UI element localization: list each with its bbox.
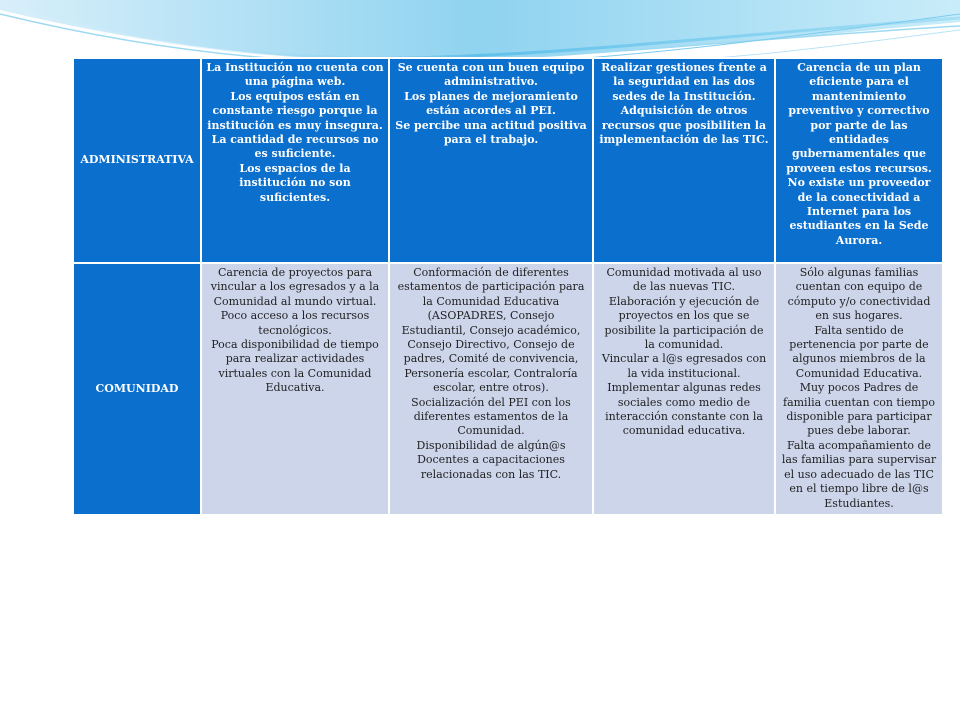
cell-text-line: Se percibe una actitud positiva para el trabajo.	[395, 118, 587, 147]
cell-text-line: Falta acompañamiento de las familias para supervisar el uso adecuado de las TIC en el tiempo libre de l@s Estudiantes.	[781, 438, 937, 510]
table-cell	[202, 264, 388, 514]
cell-text-line: Poca disponibilidad de tiempo para realizar actividades virtuales con la Comunidad Educativa.	[211, 338, 379, 395]
swot-table-body	[74, 59, 942, 514]
table-cell	[390, 59, 592, 262]
cell-text-line: Comunidad motivada al uso de las nuevas TIC.	[606, 266, 762, 294]
cell-text-line: No existe un proveedor de la conectividad a Internet para los estudiantes en la Sede Aurora.	[787, 176, 931, 247]
cell-text-line: Socialización del PEI con los diferentes estamentos de la Comunidad.	[411, 395, 571, 438]
cell-text-line: Sólo algunas familias cuentan con equipo de cómputo y/o conectividad en sus hogares.	[787, 266, 931, 323]
cell-text-line: Disponibilidad de algún@s Docentes a capacitaciones relacionadas con las TIC.	[416, 438, 566, 481]
cell-text-line: Carencia de un plan eficiente para el mantenimiento preventivo y correctivo por parte de las entidades gubernamentales que proveen estos recursos.	[786, 61, 932, 175]
table-cell	[776, 59, 942, 262]
cell-text-line: Muy pocos Padres de familia cuentan con tiempo disponible para participar pues debe laborar.	[783, 381, 935, 438]
cell-text-line: Carencia de proyectos para vincular a los egresados y a la Comunidad al mundo virtual.	[210, 266, 380, 308]
cell-text-line: Elaboración y ejecución de proyectos en los que se posibilite la participación de la comunidad.	[604, 294, 764, 352]
cell-text-line: Vincular a l@s egresados con la vida institucional.	[601, 352, 767, 380]
table-cell	[390, 264, 592, 514]
table-row	[74, 264, 942, 514]
cell-text-line: Los equipos están en constante riesgo porque la institución es muy insegura.	[207, 89, 383, 132]
category-cell: ADMINISTRATIVA	[74, 59, 200, 262]
cell-text-line: Implementar algunas redes sociales como medio de interacción constante con la comunidad educativa.	[605, 381, 763, 438]
category-cell: COMUNIDAD	[74, 264, 200, 514]
cell-text-line: La Institución no cuenta con una página web.	[206, 61, 384, 89]
cell-text-line: La cantidad de recursos no es suficiente.	[211, 133, 379, 161]
cell-text-line: Realizar gestiones frente a la seguridad en las dos sedes de la Institución.	[601, 61, 767, 103]
cell-text-line: Los planes de mejoramiento están acordes al PEI.	[404, 89, 578, 118]
table-cell	[776, 264, 942, 514]
table-cell	[594, 264, 774, 514]
cell-text-line: Adquisición de otros recursos que posibiliten la implementación de las TIC.	[599, 104, 769, 147]
cell-text-line: Los espacios de la institución no son suficientes.	[239, 161, 351, 204]
swot-matrix-table	[72, 57, 944, 516]
table-cell	[594, 59, 774, 262]
table-row	[74, 59, 942, 262]
cell-text-line: Falta sentido de pertenencia por parte de algunos miembros de la Comunidad Educativa.	[789, 323, 929, 380]
cell-text-line: Poco acceso a los recursos tecnológicos.	[220, 309, 370, 337]
cell-text-line: Se cuenta con un buen equipo administrativo.	[397, 61, 585, 89]
cell-text-line: Conformación de diferentes estamentos de participación para la Comunidad Educativa (ASOPADRES, Consejo Estudiantil, Consejo académico, Consejo Directivo, Consejo de padres, Comité de convivencia, Personería escolar, Contraloría escolar, entre otros).	[397, 266, 585, 395]
table-cell	[202, 59, 388, 262]
